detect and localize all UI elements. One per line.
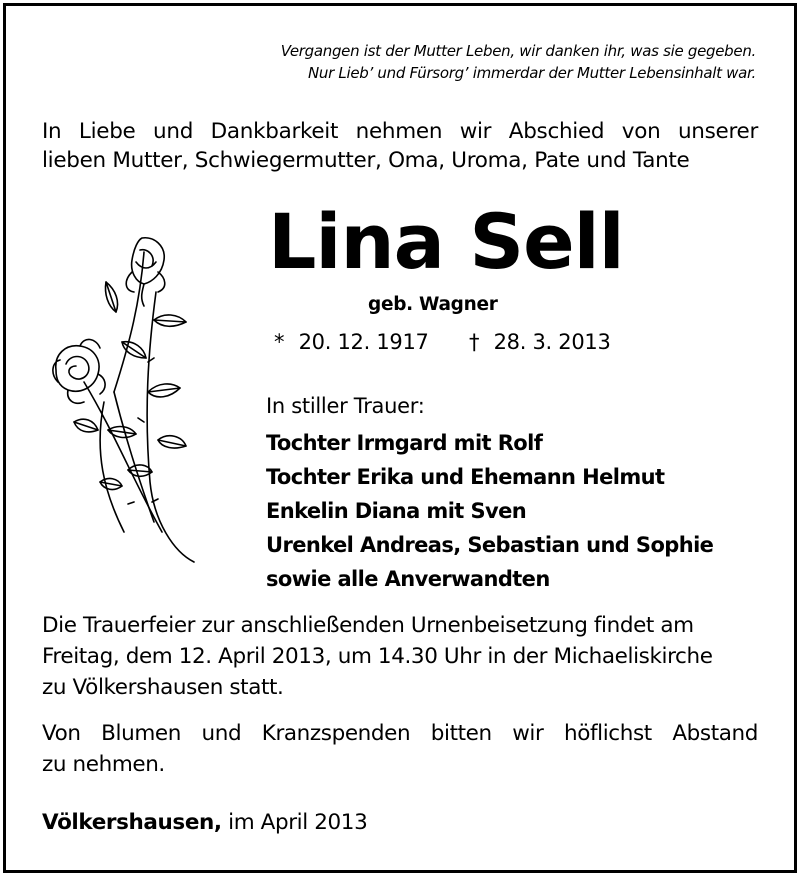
mourner-item: Urenkel Andreas, Sebastian und Sophie — [266, 533, 714, 557]
intro-line-1: In Liebe und Dankbarkeit nehmen wir Abschied von unserer — [42, 119, 758, 144]
mourners-list — [266, 426, 713, 596]
flowers-line-2: zu nehmen. — [42, 752, 165, 777]
motto-line-1: Vergangen ist der Mutter Leben, wir danken ihr, was sie gegeben. — [280, 42, 756, 60]
funeral-line-1: Die Trauerfeier zur anschließenden Urnenbeisetzung findet am — [42, 613, 694, 638]
birth-date: 20. 12. 1917 — [298, 330, 429, 354]
place-date — [42, 810, 367, 835]
motto-verse — [281, 40, 756, 84]
death-symbol: † — [468, 330, 480, 354]
place-name: Völkershausen, — [42, 810, 222, 835]
birth-symbol: * — [274, 330, 285, 354]
mourning-heading: In stiller Trauer: — [266, 394, 425, 418]
rose-drawing-icon — [44, 232, 204, 572]
funeral-notice — [42, 610, 758, 703]
life-dates — [274, 330, 611, 354]
flowers-notice — [42, 718, 758, 780]
funeral-line-3: zu Völkershausen statt. — [42, 675, 284, 700]
closing-date: im April 2013 — [228, 810, 368, 835]
funeral-line-2: Freitag, dem 12. April 2013, um 14.30 Uhr in der Michaeliskirche — [42, 644, 713, 669]
flowers-line-1: Von Blumen und Kranzspenden bitten wir höflichst Abstand — [42, 721, 758, 746]
deceased-name: Lina Sell — [268, 197, 624, 286]
mourner-item: sowie alle Anverwandten — [266, 567, 550, 591]
intro-text — [42, 117, 758, 175]
mourner-item: Tochter Erika und Ehemann Helmut — [266, 465, 665, 489]
motto-line-2: Nur Lieb’ und Fürsorg’ immerdar der Mutter Lebensinhalt war. — [307, 64, 756, 82]
mourner-item: Enkelin Diana mit Sven — [266, 499, 527, 523]
death-date: 28. 3. 2013 — [493, 330, 611, 354]
maiden-name: geb. Wagner — [368, 294, 498, 315]
mourner-item: Tochter Irmgard mit Rolf — [266, 431, 543, 455]
intro-line-2: lieben Mutter, Schwiegermutter, Oma, Uroma, Pate und Tante — [42, 148, 690, 173]
